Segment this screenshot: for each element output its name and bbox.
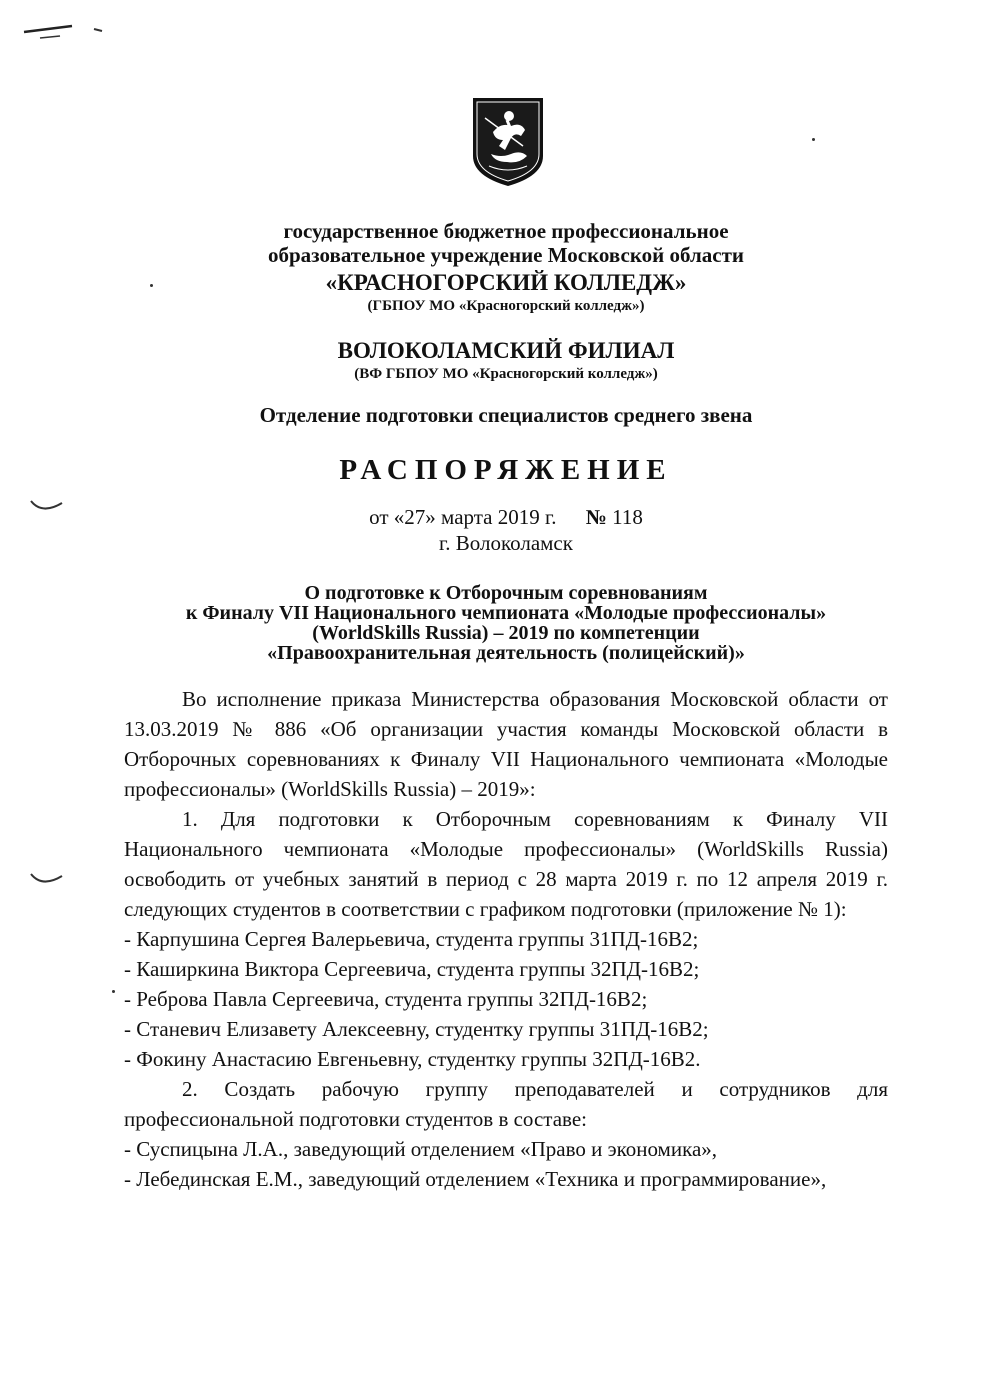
institution-name-line3: «КРАСНОГОРСКИЙ КОЛЛЕДЖ» [325, 270, 687, 295]
staff-list-item: - Суспицына Л.А., заведующий отделением «Право и экономика», [124, 1137, 718, 1161]
institution-name-line2: образовательное учреждение Московской области [268, 243, 744, 267]
item-2-paragraph: 2. Создать рабочую группу преподавателей и сотрудников для профессиональной подготовки студентов в составе: [124, 1077, 888, 1131]
document-body [124, 684, 888, 1194]
document-date: от «27» марта 2019 г. [369, 505, 557, 529]
item-1-paragraph: 1. Для подготовки к Отборочным соревнованиям к Финалу VII Национального чемпионата «Молодые профессионалы» (WorldSkills Russia) освободить от учебных занятий в период с 28 марта 2019 г. по 12 апреля 2019 г. следующих студентов в соответствии с графиком подготовки (приложение № 1): [124, 807, 888, 921]
student-list-item: - Реброва Павла Сергеевича, студента группы 32ПД-16В2; [124, 987, 648, 1011]
scan-mark-left-2 [28, 868, 68, 890]
document-type-title: РАСПОРЯЖЕНИЕ [339, 454, 673, 486]
document-number-label: № [585, 505, 607, 529]
student-list-item: - Станевич Елизавету Алексеевну, студентку группы 31ПД-16В2; [124, 1017, 709, 1041]
institution-abbreviation: (ГБПОУ МО «Красногорский колледж») [367, 298, 645, 314]
intro-paragraph: Во исполнение приказа Министерства образования Московской области от 13.03.2019 № 886 «Об организации участия команды Московской области в Отборочных соревнованиях к Финалу VII Национального чемпионата «Молодые профессионалы» (WorldSkills Russia) – 2019»: [124, 687, 888, 801]
scan-dot [112, 990, 115, 993]
subject-line: к Финалу VII Национального чемпионата «Молодые профессионалы» [185, 602, 827, 624]
institution-name-line1: государственное бюджетное профессиональное [283, 219, 729, 243]
document-city: г. Волоколамск [439, 531, 573, 555]
department-name: Отделение подготовки специалистов среднего звена [259, 403, 753, 427]
staff-list-item: - Лебединская Е.М., заведующий отделением «Техника и программирование», [124, 1167, 827, 1191]
student-list-item: - Фокину Анастасию Евгеньевну, студентку группы 32ПД-16В2. [124, 1047, 701, 1071]
subject-line: (WorldSkills Russia) – 2019 по компетенции [312, 622, 700, 644]
scan-mark-top-left [20, 20, 110, 50]
branch-name: ВОЛОКОЛАМСКИЙ ФИЛИАЛ [337, 338, 675, 363]
moscow-oblast-coat-of-arms-icon [471, 96, 545, 188]
student-list-item: - Карпушина Сергея Валерьевича, студента группы 31ПД-16В2; [124, 927, 699, 951]
document-dateline [100, 505, 912, 530]
student-list-item: - Каширкина Виктора Сергеевича, студента группы 32ПД-16В2; [124, 957, 700, 981]
branch-abbreviation: (ВФ ГБПОУ МО «Красногорский колледж») [354, 366, 658, 382]
subject-line: «Правоохранительная деятельность (полицейский)» [267, 642, 745, 664]
document-number: 118 [612, 505, 643, 529]
subject-line: О подготовке к Отборочным соревнованиям [304, 582, 708, 604]
scan-dot [812, 138, 815, 141]
scan-mark-left-1 [28, 495, 68, 517]
document-subject [100, 583, 912, 663]
